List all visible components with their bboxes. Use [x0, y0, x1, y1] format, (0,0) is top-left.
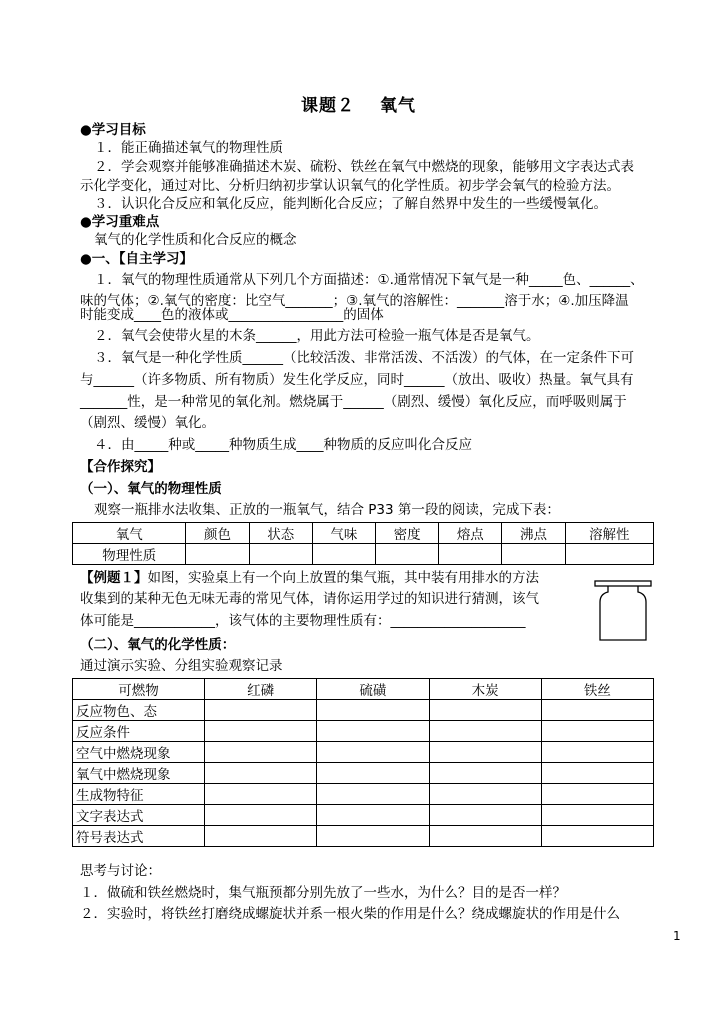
table-header-cell: 沸点	[502, 523, 565, 544]
empty-cell	[565, 544, 653, 565]
page-title: 课题２ 氧气	[301, 96, 416, 116]
q1-line-b: 味的气体；②.氧气的密度：比空气_______；③.氧气的溶解性：_______溶于水；④.加压降温	[80, 293, 629, 309]
table-header-cell: 铁丝	[541, 679, 653, 700]
empty-cell	[205, 700, 317, 721]
empty-cell	[205, 784, 317, 805]
key-heading: ●学习重难点	[80, 214, 160, 230]
q2-line: ２．氧气会使带火星的木条______，用此方法可检验一瓶气体是否是氧气。	[94, 328, 540, 344]
example1-line-b: 收集到的某种无色无味无毒的常见气体，请你运用学过的知识进行猜测，该气	[80, 591, 539, 607]
table-row	[73, 742, 654, 763]
empty-cell	[429, 763, 541, 784]
table-row	[73, 805, 654, 826]
table-header-cell: 颜色	[186, 523, 249, 544]
row-label: 符号表达式	[73, 826, 205, 847]
empty-cell	[312, 544, 375, 565]
table-row	[73, 826, 654, 847]
empty-cell	[205, 742, 317, 763]
empty-cell	[541, 805, 653, 826]
empty-cell	[317, 826, 429, 847]
empty-cell	[205, 805, 317, 826]
think-heading: 思考与讨论：	[80, 863, 161, 879]
section2-heading: （二）、氧气的化学性质：	[80, 637, 236, 653]
physical-properties-table	[72, 522, 654, 565]
table-row	[73, 763, 654, 784]
self-study-heading: ●一、【自主学习】	[80, 251, 194, 267]
empty-cell	[541, 763, 653, 784]
goal-2a: ２．学会观察并能够准确描述木炭、硫粉、铁丝在氧气中燃烧的现象，能够用文字表达式表	[94, 159, 634, 175]
row-label: 文字表达式	[73, 805, 205, 826]
empty-cell	[439, 544, 502, 565]
think-question-1: １．做硫和铁丝燃烧时，集气瓶预都分别先放了一些水，为什么？目的是否一样？	[80, 885, 566, 901]
empty-cell	[429, 826, 541, 847]
empty-cell	[249, 544, 312, 565]
table-header-cell: 溶解性	[565, 523, 653, 544]
example1-label: 【例题１】	[80, 570, 148, 586]
table-header-row	[73, 523, 654, 544]
table-header-cell: 硫磺	[317, 679, 429, 700]
empty-cell	[502, 544, 565, 565]
empty-cell	[541, 742, 653, 763]
table-header-cell: 红磷	[205, 679, 317, 700]
section1-text: 观察一瓶排水法收集、正放的一瓶氧气，结合 P33 第一段的阅读，完成下表：	[94, 502, 560, 518]
empty-cell	[376, 544, 439, 565]
q1-line-a: １．氧气的物理性质通常从下列几个方面描述：①.通常情况下氧气是一种_____色、______、	[94, 272, 644, 288]
empty-cell	[429, 805, 541, 826]
table-header-cell: 氧气	[73, 523, 186, 544]
key-text: 氧气的化学性质和化合反应的概念	[94, 232, 297, 248]
empty-cell	[429, 700, 541, 721]
row-label: 氧气中燃烧现象	[73, 763, 205, 784]
empty-cell	[317, 805, 429, 826]
row-label: 反应物色、态	[73, 700, 205, 721]
q1-line-c: 时能变成____色的液体或_________________的固体	[80, 307, 384, 323]
table-header-cell: 气味	[312, 523, 375, 544]
coop-heading: 【合作探究】	[80, 459, 161, 475]
q4-line: ４．由_____种或_____种物质生成____种物质的反应叫化合反应	[94, 437, 472, 453]
goal-heading: ●学习目标	[80, 122, 146, 138]
empty-cell	[317, 784, 429, 805]
example1-line-c: 体可能是____________，该气体的主要物理性质有：____________________	[80, 613, 526, 629]
example1-line-a	[80, 569, 539, 587]
table-header-cell: 密度	[376, 523, 439, 544]
empty-cell	[429, 784, 541, 805]
empty-cell	[541, 826, 653, 847]
row-label: 反应条件	[73, 721, 205, 742]
goal-2b: 示化学变化，通过对比、分析归纳初步掌认识氧气的化学性质。初步学会氧气的检验方法。	[80, 178, 620, 194]
q3-line-b: 与______（许多物质、所有物质）发生化学反应，同时______（放出、吸收）热量。氧气具有	[80, 372, 634, 388]
empty-cell	[317, 742, 429, 763]
empty-cell	[205, 721, 317, 742]
empty-cell	[317, 721, 429, 742]
section1-heading: （一）、氧气的物理性质	[80, 481, 222, 497]
empty-cell	[541, 700, 653, 721]
think-question-2: ２．实验时，将铁丝打磨绕成螺旋状并系一根火柴的作用是什么？绕成螺旋状的作用是什么	[80, 906, 620, 922]
row-label: 生成物特征	[73, 784, 205, 805]
table-header-cell: 状态	[249, 523, 312, 544]
table-header-row	[73, 679, 654, 700]
empty-cell	[186, 544, 249, 565]
empty-cell	[541, 784, 653, 805]
empty-cell	[541, 721, 653, 742]
gas-jar-figure	[594, 580, 654, 644]
empty-cell	[317, 763, 429, 784]
row-label: 空气中燃烧现象	[73, 742, 205, 763]
goal-3: ３．认识化合反应和氧化反应，能判断化合反应；了解自然界中发生的一些缓慢氧化。	[94, 196, 607, 212]
table-row	[73, 784, 654, 805]
empty-cell	[429, 721, 541, 742]
table-header-cell: 熔点	[439, 523, 502, 544]
table-header-cell: 可燃物	[73, 679, 205, 700]
empty-cell	[429, 742, 541, 763]
chemical-properties-table	[72, 678, 654, 847]
table-row	[73, 544, 654, 565]
q3-line-a: ３．氧气是一种化学性质______（比较活泼、非常活泼、不活泼）的气体，在一定条件下可	[94, 350, 634, 366]
table-row	[73, 721, 654, 742]
section2-text: 通过演示实验、分组实验观察记录	[80, 658, 283, 674]
goal-1: １．能正确描述氧气的物理性质	[94, 140, 283, 156]
table-row	[73, 700, 654, 721]
row-label: 物理性质	[73, 544, 186, 565]
page-number: 1	[673, 929, 681, 943]
q3-line-c: _______性，是一种常见的氧化剂。燃烧属于______（剧烈、缓慢）氧化反应，而呼吸则属于	[80, 394, 627, 410]
empty-cell	[205, 763, 317, 784]
table-header-cell: 木炭	[429, 679, 541, 700]
q3-line-d: （剧烈、缓慢）氧化。	[80, 415, 215, 431]
empty-cell	[205, 826, 317, 847]
example1-text: 如图，实验桌上有一个向上放置的集气瓶，其中装有用排水的方法	[147, 570, 539, 586]
empty-cell	[317, 700, 429, 721]
